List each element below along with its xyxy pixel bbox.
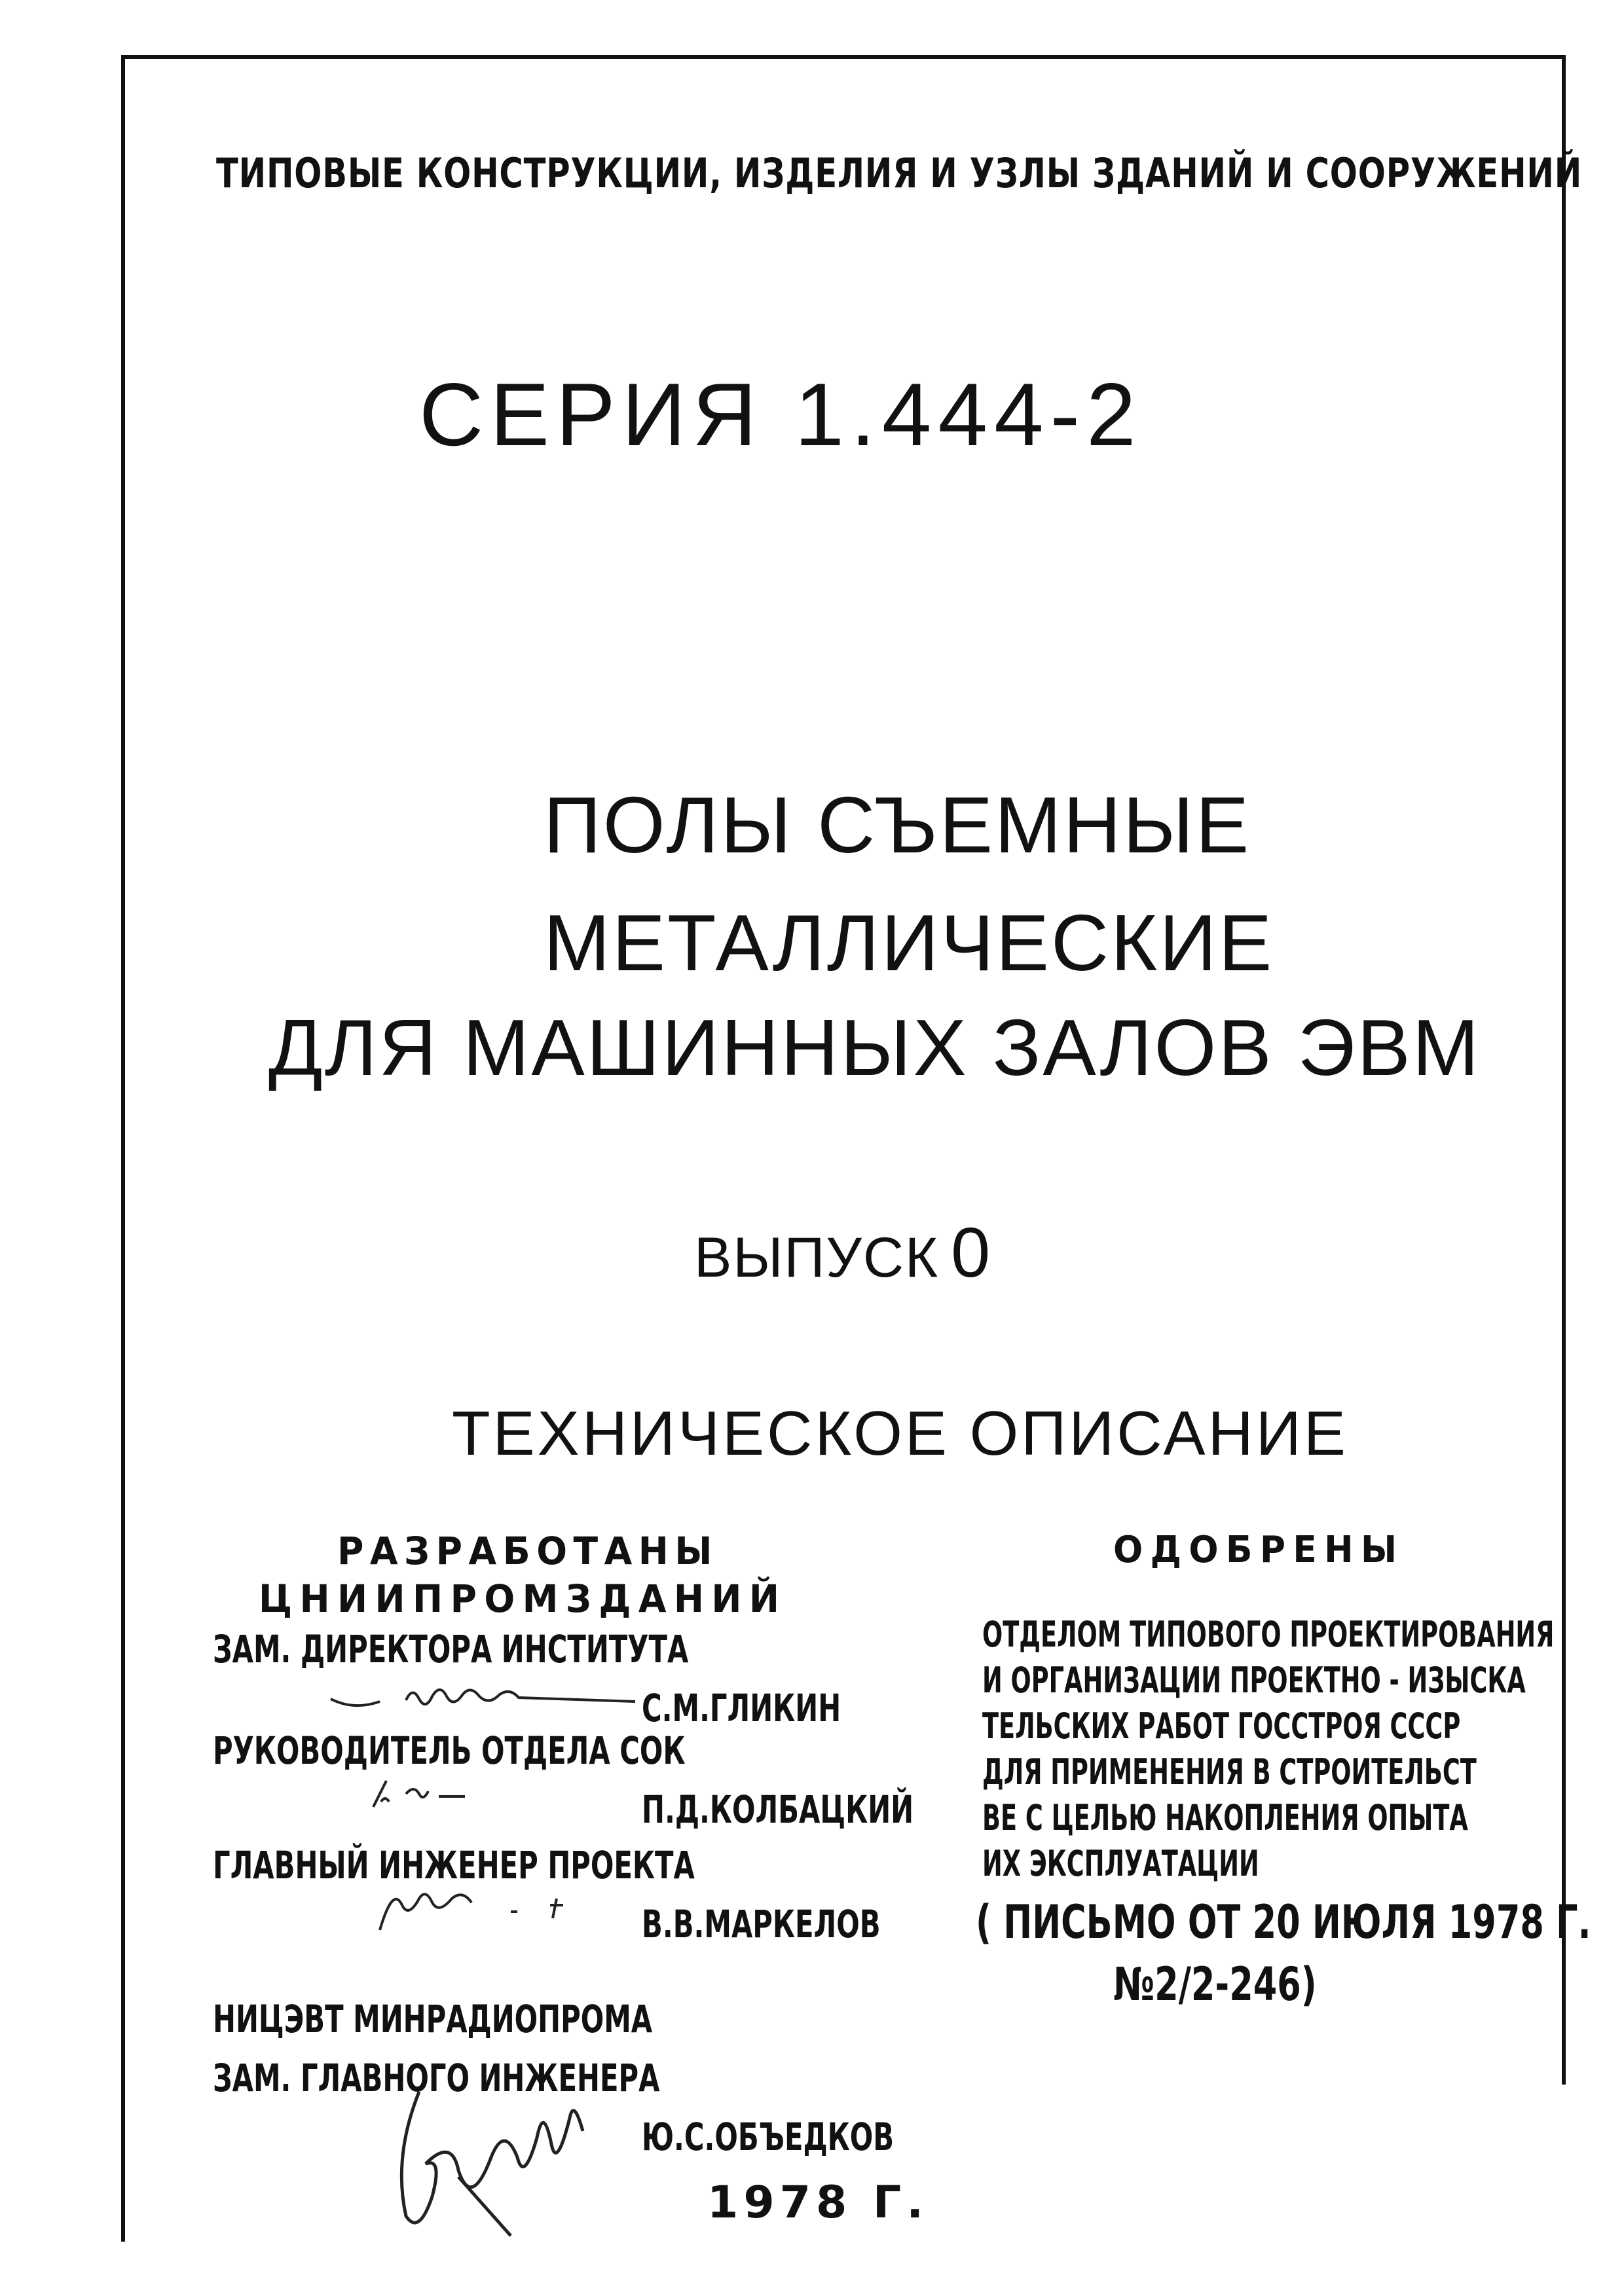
signature-kolbatsky — [367, 1768, 485, 1820]
approved-line-3: ТЕЛЬСКИХ РАБОТ ГОССТРОЯ СССР — [982, 1705, 1461, 1747]
series-label: СЕРИЯ 1.444-2 — [419, 365, 1143, 464]
developed-organization: ЦНИИПРОМЗДАНИЙ — [259, 1576, 787, 1621]
developer-role-4: ЗАМ. ГЛАВНОГО ИНЖЕНЕРА — [213, 2056, 660, 2100]
title-line-2: МЕТАЛЛИЧЕСКИЕ — [544, 898, 1274, 987]
frame-top-border — [121, 55, 1566, 59]
title-line-3: ДЛЯ МАШИННЫХ ЗАЛОВ ЭВМ — [268, 1003, 1481, 1092]
issue-block — [694, 1211, 991, 1293]
document-year: 1978 Г. — [707, 2177, 929, 2229]
issue-label: ВЫПУСК — [694, 1226, 940, 1289]
frame-right-border — [1562, 55, 1566, 2085]
signature-markelov — [373, 1879, 596, 1938]
developer-name-1: С.М.ГЛИКИН — [642, 1686, 841, 1730]
signature-gликин — [327, 1673, 635, 1719]
header-top-line: ТИПОВЫЕ КОНСТРУКЦИИ, ИЗДЕЛИЯ И УЗЛЫ ЗДАНИЙ И СООРУЖЕНИЙ — [216, 149, 1583, 197]
developer-name-4: Ю.С.ОБЪЕДКОВ — [642, 2115, 895, 2159]
approved-heading: ОДОБРЕНЫ — [1113, 1529, 1405, 1571]
approved-line-6: ИХ ЭКСПЛУАТАЦИИ — [982, 1843, 1259, 1884]
developer-role-1: ЗАМ. ДИРЕКТОРА ИНСТИТУТА — [213, 1627, 689, 1671]
developed-heading: РАЗРАБОТАНЫ — [337, 1529, 718, 1573]
approval-letter-number: №2/2-246) — [1113, 1958, 1317, 2011]
frame-left-border — [121, 55, 125, 2242]
developer-organization-2: НИЦЭВТ МИНРАДИОПРОМА — [213, 1997, 653, 2041]
developer-role-2: РУКОВОДИТЕЛЬ ОТДЕЛА СОК — [213, 1728, 686, 1773]
issue-number: 0 — [951, 1212, 992, 1292]
developer-name-3: В.В.МАРКЕЛОВ — [642, 1902, 881, 1946]
developer-name-2: П.Д.КОЛБАЦКИЙ — [642, 1787, 914, 1832]
approved-line-2: И ОРГАНИЗАЦИИ ПРОЕКТНО - ИЗЫСКА — [982, 1660, 1526, 1701]
signature-obyedkov — [380, 2079, 616, 2242]
approved-line-1: ОТДЕЛОМ ТИПОВОГО ПРОЕКТИРОВАНИЯ — [982, 1614, 1555, 1655]
developer-role-3: ГЛАВНЫЙ ИНЖЕНЕР ПРОЕКТА — [213, 1843, 695, 1887]
title-line-1: ПОЛЫ СЪЕМНЫЕ — [544, 780, 1251, 869]
approved-line-4: ДЛЯ ПРИМЕНЕНИЯ В СТРОИТЕЛЬСТ — [982, 1751, 1477, 1793]
approval-letter-date: ( ПИСЬМО ОТ 20 ИЮЛЯ 1978 Г. — [976, 1895, 1591, 1949]
document-subtitle: ТЕХНИЧЕСКОЕ ОПИСАНИЕ — [452, 1398, 1348, 1468]
approved-line-5: ВЕ С ЦЕЛЬЮ НАКОПЛЕНИЯ ОПЫТА — [982, 1797, 1468, 1838]
